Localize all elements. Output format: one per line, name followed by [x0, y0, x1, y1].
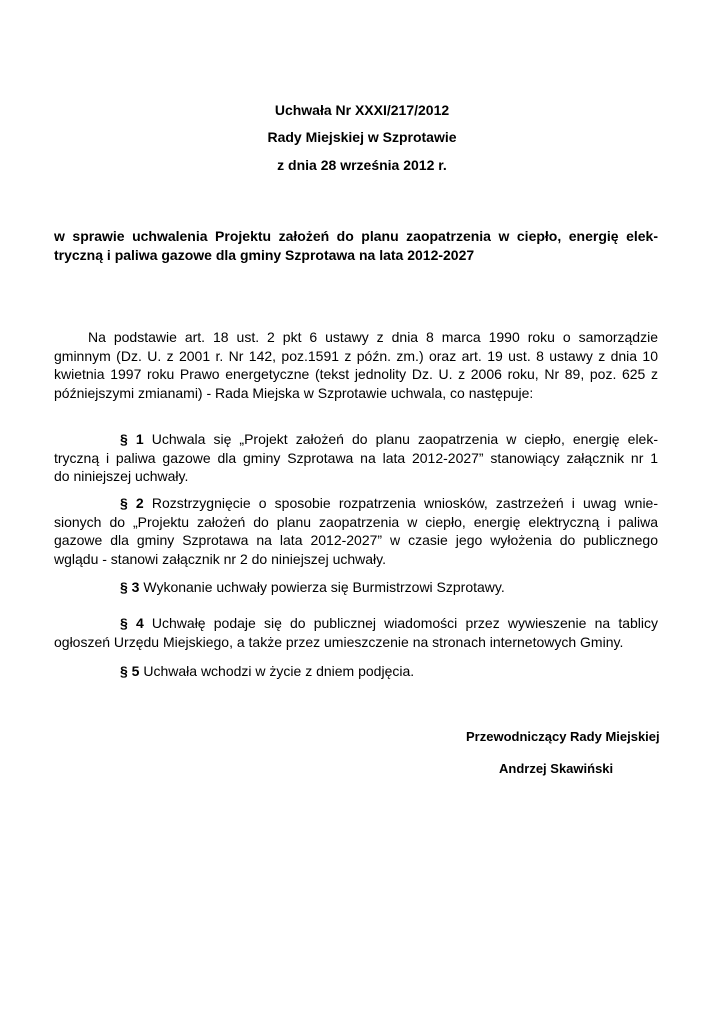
- section-number: § 2: [120, 495, 144, 511]
- section-line: wglądu - stanowi załącznik nr 2 do niniejszej uchwały.: [54, 550, 387, 567]
- preamble-line: późniejszymi zmianami) - Rada Miejska w Szprotawie uchwala, co następuje:: [54, 384, 534, 401]
- council-name: Rady Miejskiej w Szprotawie: [267, 129, 457, 145]
- section-1: [54, 430, 658, 486]
- subject-line: tryczną i paliwa gazowe dla gminy Szprotawa na lata 2012-2027: [54, 247, 475, 263]
- section-line: do niniejszej uchwały.: [54, 468, 189, 485]
- section-line: [54, 494, 658, 513]
- resolution-number: Uchwała Nr XXXI/217/2012: [274, 102, 450, 118]
- section-text: Wykonanie uchwały powierza się Burmistrzowi Szprotawy.: [143, 579, 505, 595]
- section-line: gazowe dla gminy Szprotawa na lata 2012-2027” w czasie jego wyłożenia do publicznego: [54, 532, 658, 549]
- section-5: [54, 662, 658, 681]
- preamble-line: Na podstawie art. 18 ust. 2 pkt 6 ustawy z dnia 8 marca 1990 roku o samorządzie: [88, 329, 658, 345]
- section-line: [54, 614, 658, 633]
- section-number: § 1: [120, 431, 144, 447]
- section-line: [54, 662, 658, 681]
- preamble-line: gminnym (Dz. U. z 2001 r. Nr 142, poz.1591 z późn. zm.) oraz art. 19 ust. 8 ustawy z dnia 10: [54, 347, 658, 364]
- resolution-date: z dnia 28 września 2012 r.: [277, 157, 447, 173]
- resolution-subject: [54, 227, 658, 265]
- signature-title: Przewodniczący Rady Miejskiej: [466, 729, 660, 744]
- section-number: § 5: [120, 663, 140, 679]
- signature-name: Andrzej Skawiński: [499, 761, 614, 776]
- preamble: [54, 328, 658, 402]
- section-line: ogłoszeń Urzędu Miejskiego, a także przez umieszczenie na stronach internetowych Gminy.: [54, 633, 624, 650]
- subject-line: w sprawie uchwalenia Projektu założeń do planu zaopatrzenia w ciepło, energię elek-: [54, 228, 658, 244]
- section-text: Uchwałę podaje się do publicznej wiadomości przez wywieszenie na tablicy: [151, 615, 659, 631]
- section-line: [54, 578, 658, 597]
- section-line: sionych do „Projektu założeń do planu zaopatrzenia w ciepło, energię elektryczną i paliwa: [54, 513, 658, 530]
- section-2: [54, 494, 658, 568]
- section-number: § 3: [120, 579, 140, 595]
- section-text: Rozstrzygnięcie o sposobie rozpatrzenia wniosków, zastrzeżeń i uwag wnie-: [151, 495, 659, 511]
- section-3: [54, 578, 658, 597]
- preamble-line: kwietnia 1997 roku Prawo energetyczne (tekst jednolity Dz. U. z 2006 roku, Nr 89, poz. 625 z: [54, 366, 658, 383]
- section-4: [54, 614, 658, 651]
- section-number: § 4: [120, 615, 144, 631]
- section-line: [54, 430, 658, 449]
- section-line: tryczną i paliwa gazowe dla gminy Szprotawa na lata 2012-2027” stanowiący załącznik nr 1: [54, 449, 658, 466]
- section-text: Uchwała wchodzi w życie z dniem podjęcia.: [143, 663, 415, 679]
- section-text: Uchwala się „Projekt założeń do planu zaopatrzenia w ciepło, energię elek-: [151, 431, 658, 447]
